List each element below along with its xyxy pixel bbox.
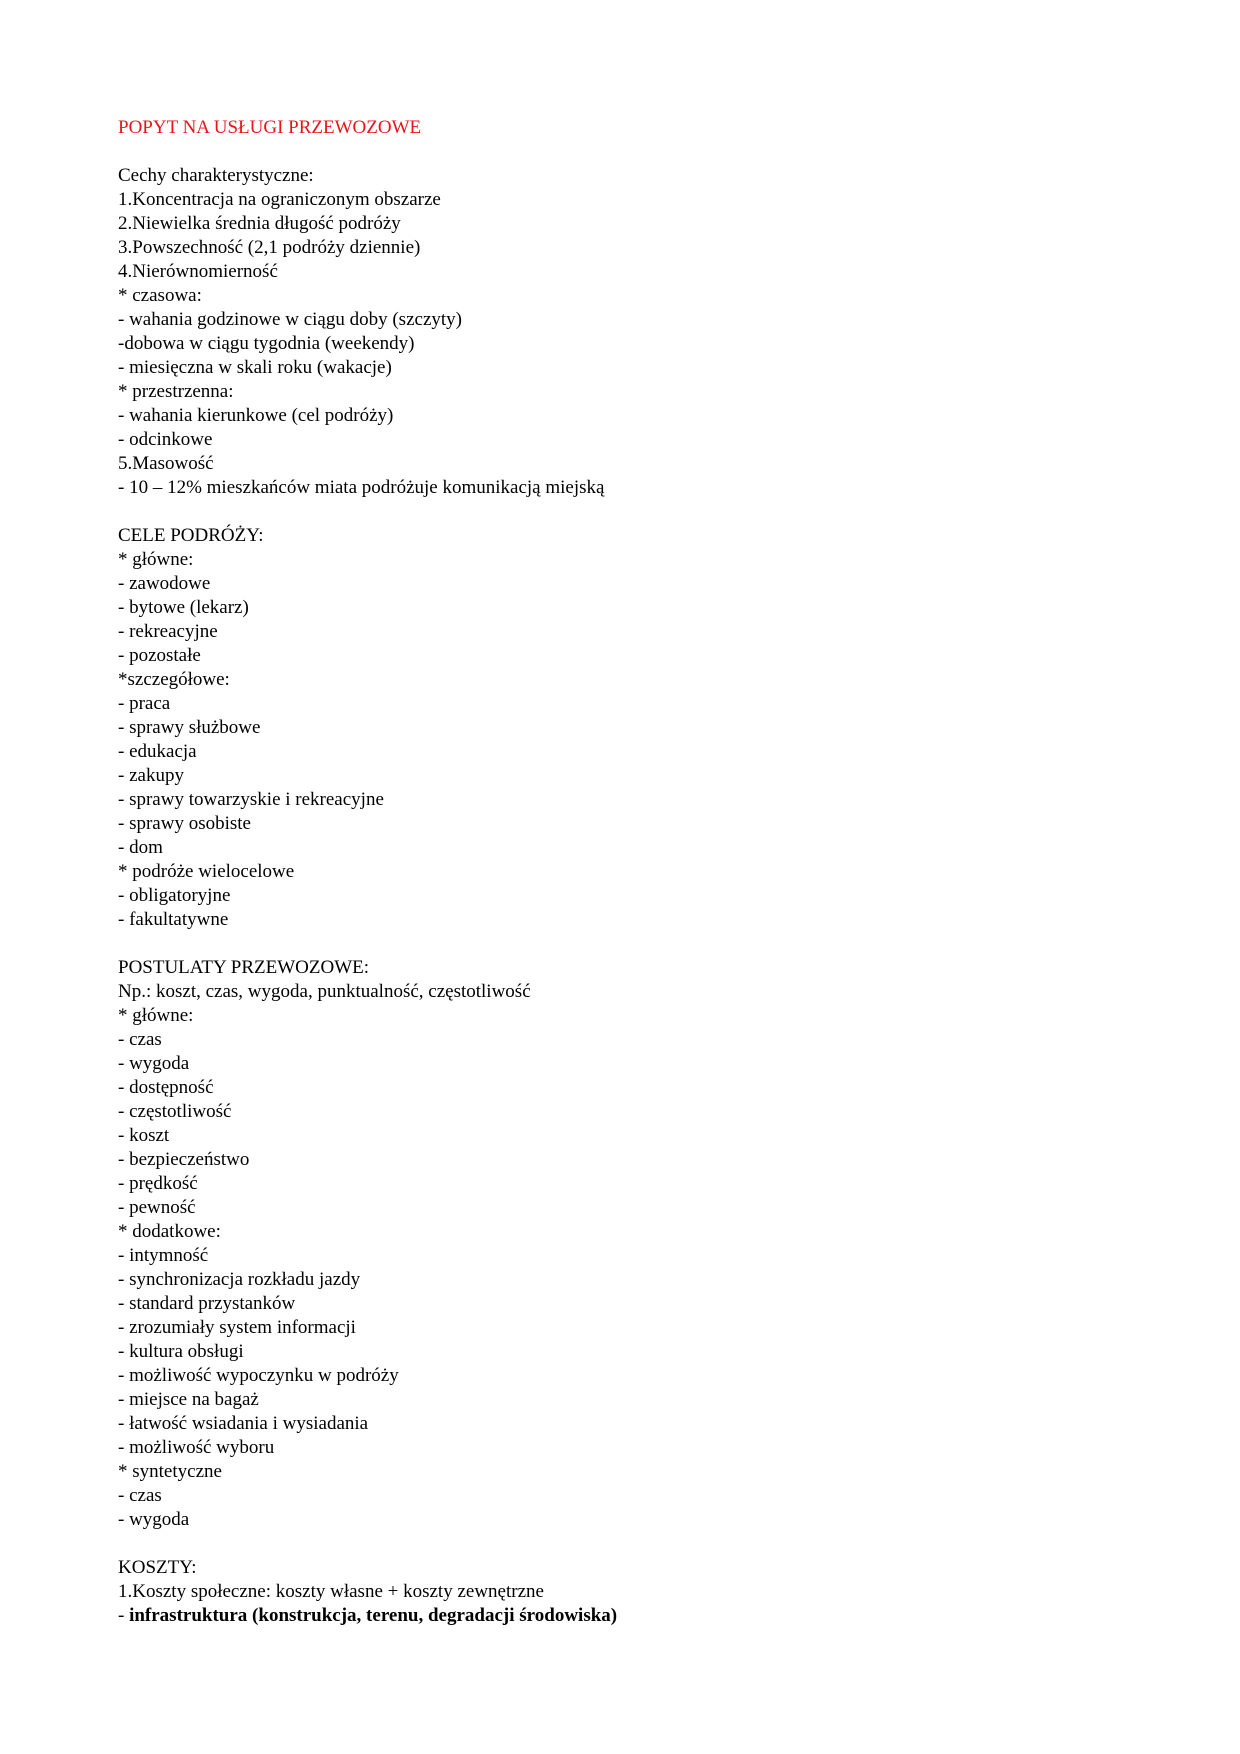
text-line: - wahania godzinowe w ciągu doby (szczyty) — [118, 309, 462, 330]
text-line: - możliwość wypoczynku w podróży — [118, 1365, 399, 1386]
text-line: 5.Masowość — [118, 453, 214, 474]
text-line: - prędkość — [118, 1173, 198, 1194]
text-line: - wygoda — [118, 1509, 190, 1530]
text-line: - odcinkowe — [118, 429, 213, 450]
text-line: CELE PODRÓŻY: — [118, 525, 264, 546]
text-line: POSTULATY PRZEWOZOWE: — [118, 957, 370, 978]
text-line: - miejsce na bagaż — [118, 1389, 259, 1410]
text-line: - sprawy towarzyskie i rekreacyjne — [118, 789, 384, 810]
text-line: - pewność — [118, 1197, 196, 1218]
text-line: - pozostałe — [118, 645, 201, 666]
text-line: - dom — [118, 837, 163, 858]
line-prefix: - — [118, 1605, 130, 1626]
text-line: - praca — [118, 693, 171, 714]
text-line: - synchronizacja rozkładu jazdy — [118, 1269, 361, 1290]
text-line: - obligatoryjne — [118, 885, 231, 906]
text-line: * podróże wielocelowe — [118, 861, 295, 882]
text-line: - możliwość wyboru — [118, 1437, 275, 1458]
text-line: - edukacja — [118, 741, 197, 762]
text-line: - 10 – 12% mieszkańców miata podróżuje komunikacją miejską — [118, 477, 605, 498]
text-line: - koszt — [118, 1125, 170, 1146]
text-line: - wygoda — [118, 1053, 190, 1074]
text-line: - fakultatywne — [118, 909, 229, 930]
bold-text: infrastruktura (konstrukcja, terenu, degradacji środowiska) — [129, 1605, 618, 1626]
text-line: * dodatkowe: — [118, 1221, 221, 1242]
text-line: - bytowe (lekarz) — [118, 597, 249, 618]
text-line: - czas — [118, 1029, 162, 1050]
text-line: Np.: koszt, czas, wygoda, punktualność, częstotliwość — [118, 981, 531, 1002]
text-line: 1.Koncentracja na ograniczonym obszarze — [118, 189, 441, 210]
text-line: * przestrzenna: — [118, 381, 234, 402]
document-title: POPYT NA USŁUGI PRZEWOZOWE — [118, 117, 422, 138]
text-line: - miesięczna w skali roku (wakacje) — [118, 357, 392, 378]
text-line: - sprawy osobiste — [118, 813, 251, 834]
text-line: - dostępność — [118, 1077, 214, 1098]
text-line: 1.Koszty społeczne: koszty własne + koszty zewnętrzne — [118, 1581, 544, 1602]
text-line: - łatwość wsiadania i wysiadania — [118, 1413, 369, 1434]
text-line: - intymność — [118, 1245, 209, 1266]
text-line: - zawodowe — [118, 573, 211, 594]
text-line: - rekreacyjne — [118, 621, 218, 642]
text-line: - sprawy służbowe — [118, 717, 261, 738]
text-line: - częstotliwość — [118, 1101, 232, 1122]
text-line: * czasowa: — [118, 285, 202, 306]
text-section — [118, 956, 1118, 1532]
text-line: - kultura obsługi — [118, 1341, 244, 1362]
text-line: - standard przystanków — [118, 1293, 296, 1314]
document-body — [118, 116, 1118, 1628]
text-line: * główne: — [118, 549, 194, 570]
text-line: * syntetyczne — [118, 1461, 222, 1482]
text-section — [118, 164, 1118, 500]
text-line: - wahania kierunkowe (cel podróży) — [118, 405, 394, 426]
text-line: KOSZTY: — [118, 1557, 197, 1578]
text-line — [118, 1604, 1118, 1628]
text-section — [118, 1556, 1118, 1628]
text-line: - czas — [118, 1485, 162, 1506]
text-line: 2.Niewielka średnia długość podróży — [118, 213, 401, 234]
text-line: - bezpieczeństwo — [118, 1149, 250, 1170]
text-line: *szczegółowe: — [118, 669, 230, 690]
text-line: - zakupy — [118, 765, 184, 786]
text-line: * główne: — [118, 1005, 194, 1026]
text-line: 3.Powszechność (2,1 podróży dziennie) — [118, 237, 421, 258]
text-line: 4.Nierównomierność — [118, 261, 278, 282]
text-line: Cechy charakterystyczne: — [118, 165, 314, 186]
text-line: -dobowa w ciągu tygodnia (weekendy) — [118, 333, 415, 354]
text-line: - zrozumiały system informacji — [118, 1317, 356, 1338]
text-section — [118, 524, 1118, 932]
document-sections — [118, 164, 1118, 1628]
